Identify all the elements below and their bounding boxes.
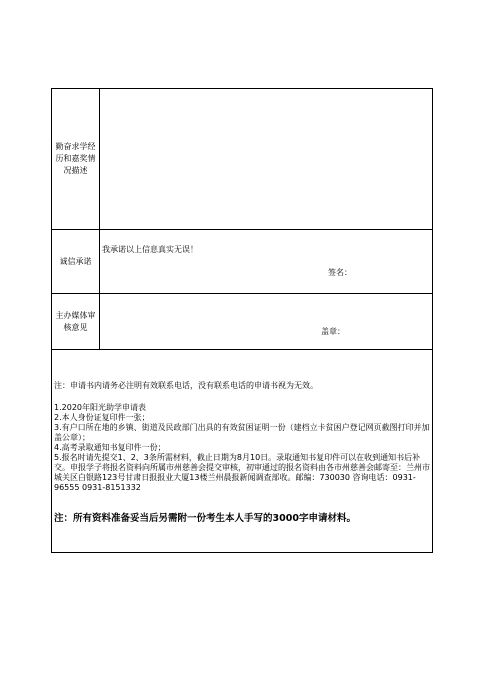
integrity-content[interactable]	[100, 230, 432, 293]
study-experience-row	[52, 89, 432, 230]
final-note: 注：所有资料准备妥当后另需附一份考生本人手写的3000字申请材料。	[54, 513, 356, 524]
media-review-content[interactable]	[100, 294, 432, 349]
integrity-statement: 我承诺以上信息真实无误！	[102, 245, 198, 254]
materials-item: 3.有户口所在地的乡镇、街道及民政部门出具的有效贫困证明一份（建档立卡贫困户登记网页截图打印并加盖公章）；	[54, 423, 430, 442]
media-review-label-cell	[52, 294, 100, 349]
notes-row	[52, 350, 432, 554]
integrity-label-cell	[52, 230, 100, 293]
application-form-table	[51, 88, 433, 553]
study-experience-label: 勤奋求学经历和嘉奖情况描述	[55, 142, 96, 175]
phone-note: 注：申请书内请务必注明有效联系电话，没有联系电话的申请书视为无效。	[54, 381, 318, 390]
materials-item: 4.高考录取通知书复印件一份；	[54, 443, 166, 452]
study-experience-content[interactable]	[100, 89, 432, 229]
integrity-label: 诚信承诺	[59, 256, 92, 266]
materials-item: 5.报名时请先提交1、2、3条所需材料，截止日期为8月10日。录取通知书复印件可以在收到通知书后补交。申报学子将报名资料向所属市州慈善会提交审核，初审通过的报名资料由各市州慈善会邮寄至：兰州市城关区白银路123号甘肃日报报业大厦13楼兰州晨报新闻调查部收。邮编：730030 咨询电话：0931-96555 0931-8151332	[54, 453, 430, 492]
integrity-row	[52, 230, 432, 294]
media-review-label: 主办媒体审核意见	[55, 310, 96, 332]
materials-item: 1.2020年阳光助学申请表	[54, 403, 146, 412]
study-experience-label-cell	[52, 89, 100, 229]
media-review-row	[52, 294, 432, 350]
materials-list	[54, 403, 432, 493]
signature-label: 签名：	[328, 268, 352, 277]
materials-item: 2.本人身份证复印件一张；	[54, 413, 150, 422]
seal-label: 盖章：	[321, 327, 345, 336]
